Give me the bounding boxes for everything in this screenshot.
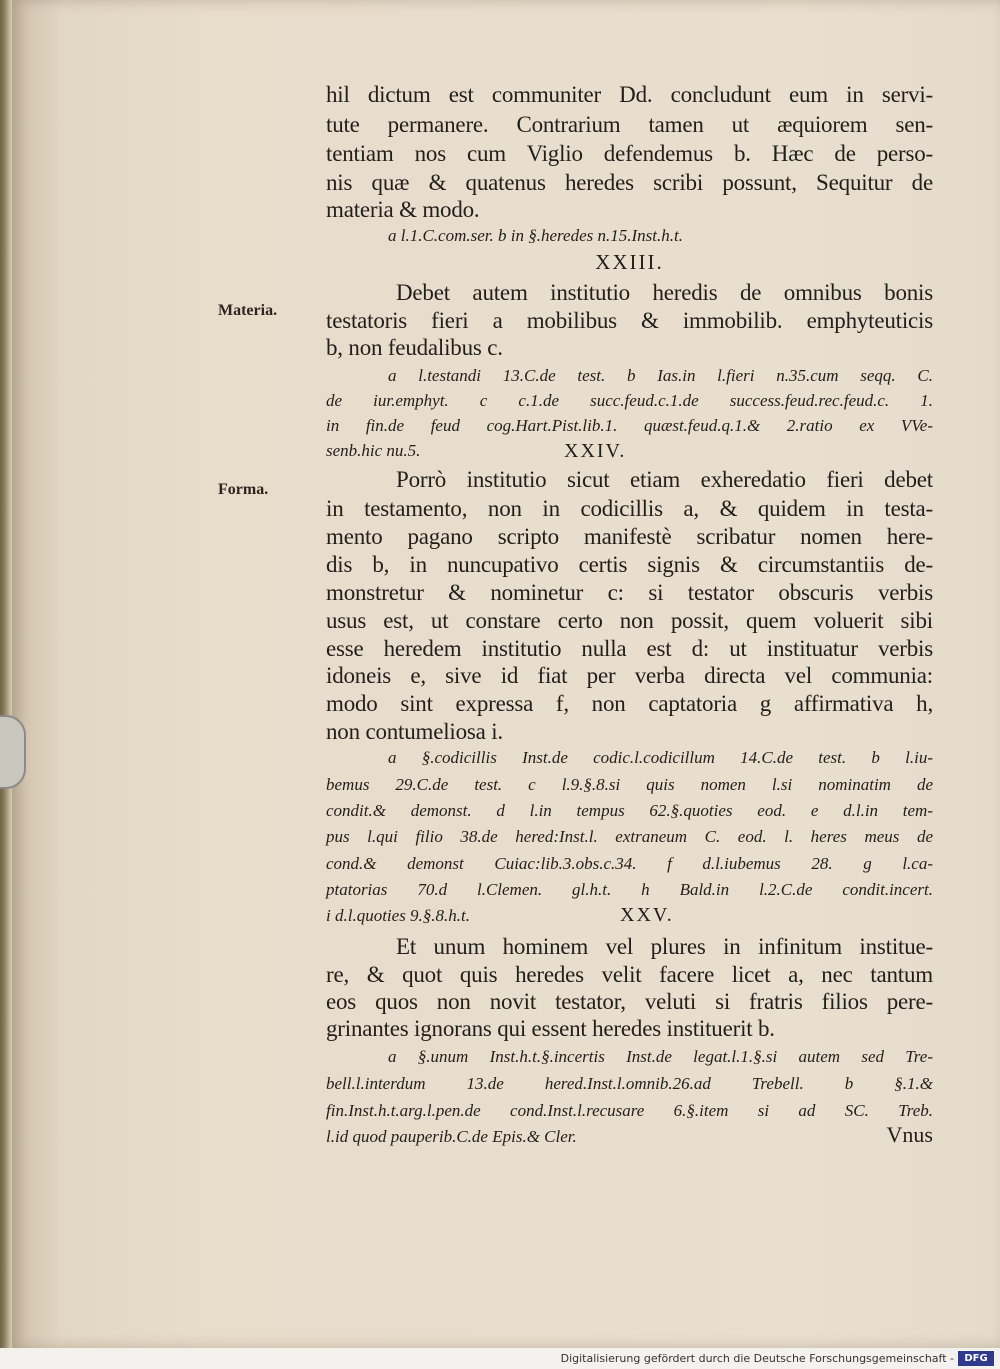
text-line: in testamento, non in codicillis a, & quidem in testa- <box>326 496 933 521</box>
text-line: eos quos non novit testator, veluti si fratris filios pere- <box>326 989 933 1014</box>
text-line: b, non feudalibus c. <box>326 335 503 360</box>
section-heading-24: XXIV. <box>564 440 627 462</box>
text-line: grinantes ignorans qui essent heredes instituerit b. <box>326 1016 775 1041</box>
footnote: condit.& demonst. d l.in tempus 62.§.quoties eod. e d.l.in tem- <box>326 801 933 820</box>
text-line: Debet autem institutio heredis de omnibus bonis <box>396 280 933 305</box>
dfg-logo: DFG <box>958 1351 994 1366</box>
text-line: hil dictum est communiter Dd. concludunt eum in servi- <box>326 82 933 107</box>
text-line: testatoris fieri a mobilibus & immobilib. emphyteuticis <box>326 308 933 333</box>
text-line: dis b, in nuncupativo certis signis & circumstantiis de- <box>326 552 933 577</box>
footnote: bemus 29.C.de test. c l.9.§.8.si quis nomen l.si nominatim de <box>326 775 933 794</box>
footnote: bell.l.interdum 13.de hered.Inst.l.omnib.26.ad Trebell. b §.1.& <box>326 1074 933 1093</box>
footnote: cond.& demonst Cuiac:lib.3.obs.c.34. f d.l.iubemus 28. g l.ca- <box>326 854 933 873</box>
section-heading-23: XXIII. <box>595 250 664 274</box>
text-line: tute permanere. Contrarium tamen ut æquiorem sen- <box>326 112 933 137</box>
text-line: monstretur & nominetur c: si testator obscuris verbis <box>326 580 933 605</box>
text-line: materia & modo. <box>326 197 480 222</box>
text-line: idoneis e, sive id fiat per verba directa vel communia: <box>326 663 933 688</box>
footnote: l.id quod pauperib.C.de Epis.& Cler. <box>326 1127 577 1146</box>
footnote: i d.l.quoties 9.§.8.h.t. <box>326 906 471 925</box>
book-spine <box>0 0 12 1348</box>
footer-credit: Digitalisierung gefördert durch die Deutsche Forschungsgemeinschaft - <box>560 1352 954 1365</box>
text-line: nis quæ & quatenus heredes scribi possunt, Sequitur de <box>326 170 933 195</box>
text-line: esse heredem institutio nulla est d: ut instituatur verbis <box>326 636 933 661</box>
text-line: usus est, ut constare certo non possit, quem voluerit sibi <box>326 608 933 633</box>
margin-note-forma: Forma. <box>218 481 269 498</box>
text-line: Et unum hominem vel plures in infinitum institue- <box>396 934 933 959</box>
footnote: de iur.emphyt. c c.1.de succ.feud.c.1.de success.feud.rec.feud.c. 1. <box>326 391 933 410</box>
text-line: Porrò institutio sicut etiam exheredatio fieri debet <box>396 467 933 492</box>
text-line: tentiam nos cum Viglio defendemus b. Hæc de perso- <box>326 141 933 166</box>
footer-bar <box>0 1350 1000 1369</box>
page-clip <box>0 715 26 789</box>
margin-note-materia: Materia. <box>218 302 278 319</box>
footnote: a §.unum Inst.h.t.§.incertis Inst.de legat.l.1.§.si autem sed Tre- <box>388 1047 933 1066</box>
footnote: pus l.qui filio 38.de hered:Inst.l. extraneum C. eod. l. heres meus de <box>326 827 933 846</box>
text-line: mento pagano scripto manifestè scribatur nomen here- <box>326 524 933 549</box>
text-line: modo sint expressa f, non captatoria g affirmativa h, <box>326 691 933 716</box>
catchword: Vnus <box>886 1122 933 1147</box>
footnote: a l.testandi 13.C.de test. b Ias.in l.fieri n.35.cum seqq. C. <box>388 366 933 385</box>
footnote: ptatorias 70.d l.Clemen. gl.h.t. h Bald.in l.2.C.de condit.incert. <box>326 880 933 899</box>
section-heading-25: XXV. <box>620 904 674 926</box>
text-line: re, & quot quis heredes velit facere licet a, nec tantum <box>326 962 933 987</box>
footnote: a §.codicillis Inst.de codic.l.codicillum 14.C.de test. b l.iu- <box>388 748 933 767</box>
footnote: a l.1.C.com.ser. b in §.heredes n.15.Inst.h.t. <box>388 226 683 245</box>
footnote: fin.Inst.h.t.arg.l.pen.de cond.Inst.l.recusare 6.§.item si ad SC. Treb. <box>326 1101 933 1120</box>
footnote: in fin.de feud cog.Hart.Pist.lib.1. quæst.feud.q.1.& 2.ratio ex VVe- <box>326 416 933 435</box>
text-line: non contumeliosa i. <box>326 719 503 744</box>
footnote: senb.hic nu.5. <box>326 441 421 460</box>
